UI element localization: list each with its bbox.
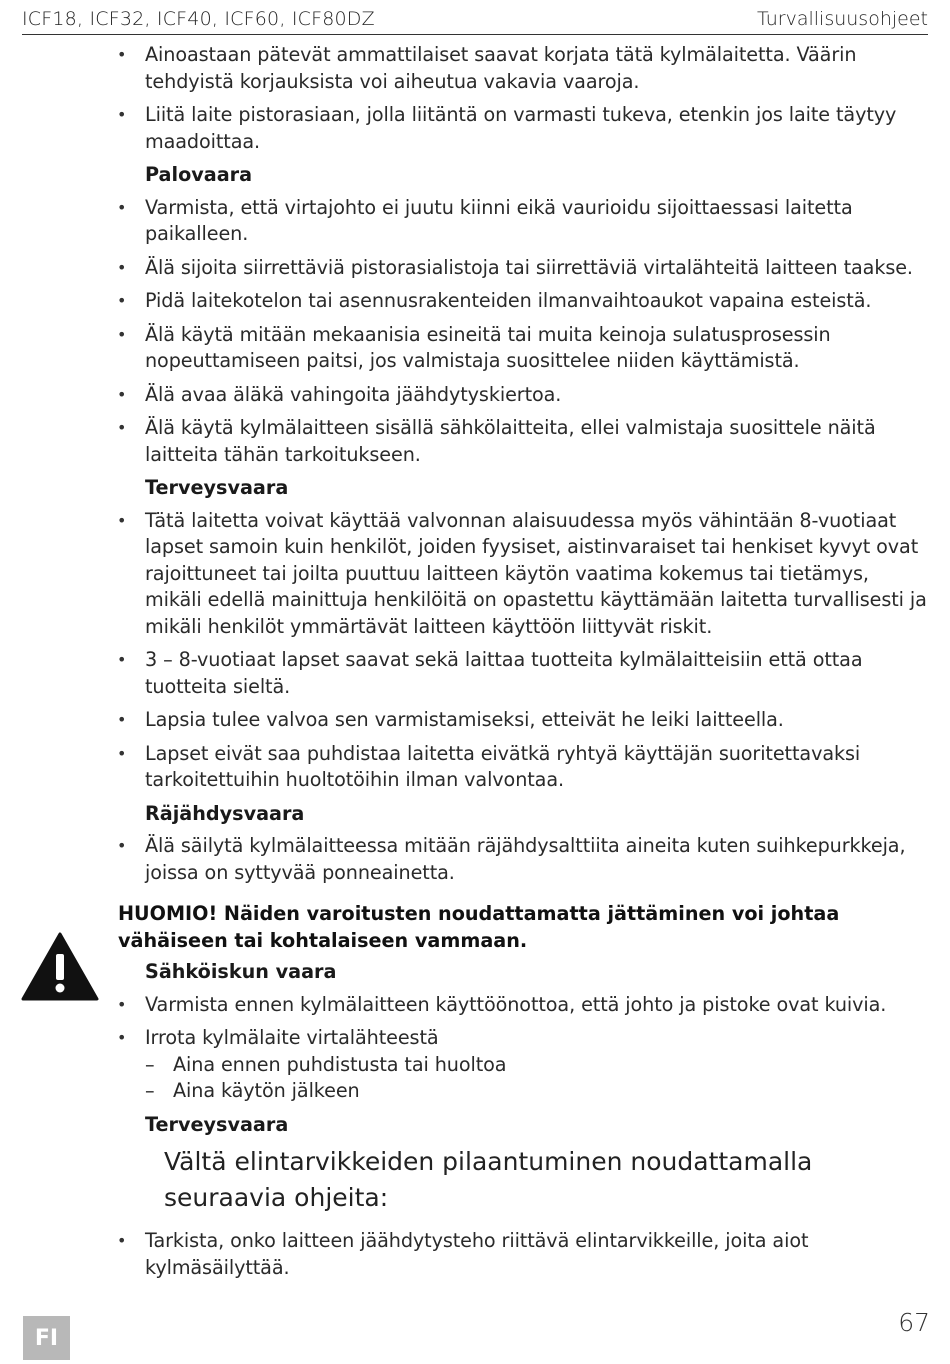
list-item: • Lapset eivät saa puhdistaa laitetta eivätkä ryhtyä käyttäjän suoritettavaksi tarkoitettuihin huoltotöihin ilman valvontaa. bbox=[145, 741, 930, 794]
section-heading-explosion: Räjähdysvaara bbox=[145, 801, 305, 825]
list-item: • 3 – 8-vuotiaat lapset saavat sekä laittaa tuotteita kylmälaitteisiin että ottaa tuotteita sieltä. bbox=[145, 647, 930, 700]
sub-list-item: – Aina ennen puhdistusta tai huoltoa bbox=[173, 1052, 930, 1079]
page-header bbox=[22, 6, 928, 35]
list-item: • Tätä laitetta voivat käyttää valvonnan alaisuudessa myös vähintään 8-vuotiaat lapset samoin kuin henkilöt, joiden fyysiset, aistinvaraiset tai henkiset kyvyt ovat rajoittuneet tai joilta puuttuu laitteen käytön vaatima kokemus tai tietämys, mikäli edellä mainittuja henkilöitä on opastettu käyttämään laitetta turvallisesti ja mikäli henkilöt ymmärtävät laitteen käyttöön liittyvät riskit. bbox=[145, 508, 930, 641]
list-item: • Tarkista, onko laitteen jäähdytysteho riittävä elintarvikkeille, joita aiot kylmäsäilyttää. bbox=[145, 1228, 930, 1281]
page-number: 67 bbox=[898, 1308, 930, 1337]
list-item: • Älä käytä mitään mekaanisia esineitä tai muita keinoja sulatusprosessin nopeuttamiseen paitsi, jos valmistaja suosittelee niiden käyttämistä. bbox=[145, 322, 930, 375]
list-item: • Älä sijoita siirrettäviä pistorasialistoja tai siirrettäviä virtalähteitä laitteen taakse. bbox=[145, 255, 930, 282]
section-heading-fire: Palovaara bbox=[145, 163, 253, 186]
list-item: • Älä avaa äläkä vahingoita jäähdytyskiertoa. bbox=[145, 382, 930, 409]
list-item-text: • Irrota kylmälaite virtalähteestä bbox=[145, 1026, 439, 1049]
header-models: ICF18, ICF32, ICF40, ICF60, ICF80DZ bbox=[22, 8, 375, 30]
language-tab: FI bbox=[23, 1316, 70, 1360]
header-section: Turvallisuusohjeet bbox=[757, 8, 928, 30]
list-item: • Älä säilytä kylmälaitteessa mitään räjähdysalttiita aineita kuten suihkepurkkeja, joissa on syttyvää ponneainetta. bbox=[145, 833, 930, 886]
list-item: • Liitä laite pistorasiaan, jolla liitäntä on varmasti tukeva, etenkin jos laite täytyy maadoittaa. bbox=[145, 102, 930, 155]
caution-warning: HUOMIO! Näiden varoitusten noudattamatta jättäminen voi johtaa vähäiseen tai kohtalaiseen vammaan. bbox=[118, 902, 840, 952]
lead-paragraph: Vältä elintarvikkeiden pilaantuminen noudattamalla seuraavia ohjeita: bbox=[164, 1147, 813, 1212]
list-item: • Varmista ennen kylmälaitteen käyttöönottoa, että johto ja pistoke ovat kuivia. bbox=[145, 992, 930, 1019]
sub-list-item: – Aina käytön jälkeen bbox=[173, 1078, 930, 1105]
warning-triangle-icon bbox=[20, 930, 100, 1002]
list-item bbox=[145, 1025, 930, 1105]
section-heading-health: Terveysvaara bbox=[145, 476, 289, 499]
list-item: • Lapsia tulee valvoa sen varmistamiseksi, etteivät he leiki laitteella. bbox=[145, 707, 930, 734]
section-heading-electric-shock: Sähköiskun vaara bbox=[145, 960, 337, 983]
list-item: • Ainoastaan pätevät ammattilaiset saavat korjata tätä kylmälaitetta. Väärin tehdyistä korjauksista voi aiheutua vakavia vaaroja. bbox=[145, 42, 930, 95]
page-content bbox=[0, 42, 950, 1288]
list-item: • Varmista, että virtajohto ei juutu kiinni eikä vaurioidu sijoittaessasi laitetta paikalleen. bbox=[145, 195, 930, 248]
section-heading-health: Terveysvaara bbox=[145, 1112, 289, 1136]
list-item: • Pidä laitekotelon tai asennusrakenteiden ilmanvaihtoaukot vapaina esteistä. bbox=[145, 288, 930, 315]
list-item: • Älä käytä kylmälaitteen sisällä sähkölaitteita, ellei valmistaja suosittele näitä laitteita tähän tarkoitukseen. bbox=[145, 415, 930, 468]
